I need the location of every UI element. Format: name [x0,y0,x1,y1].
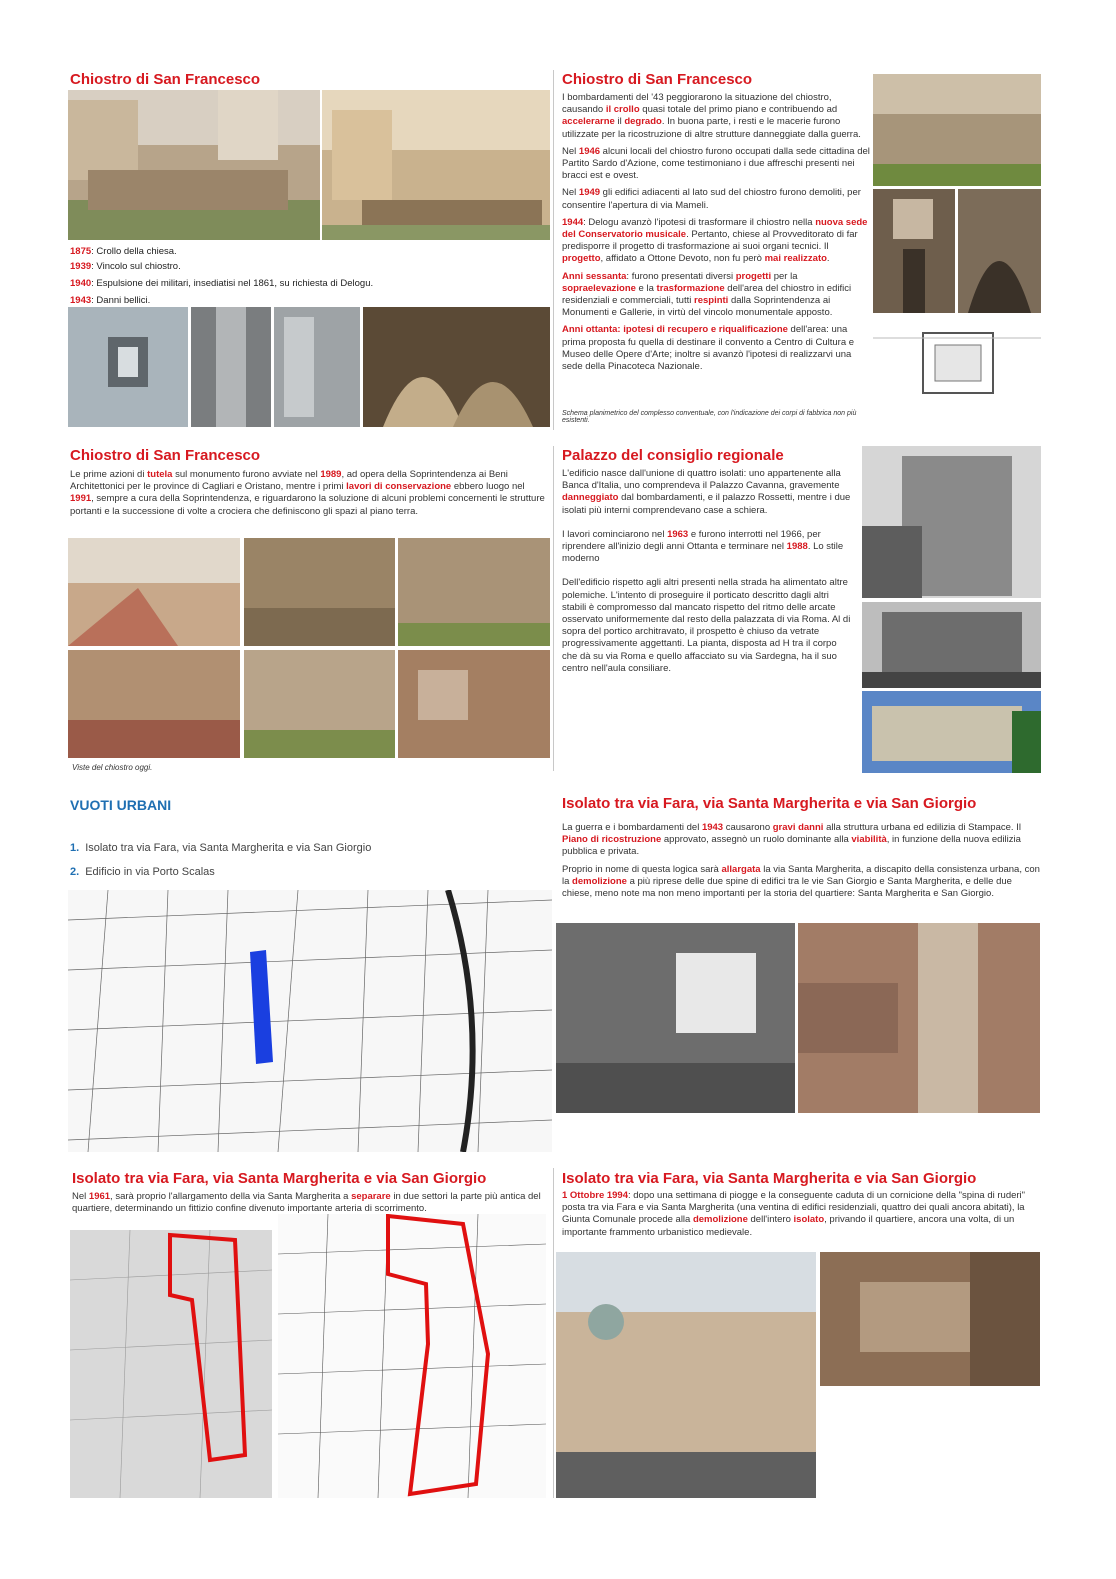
highlight: 1943 [701,822,724,833]
list-item: 1. Isolato tra via Fara, via Santa Margherita e via San Giorgio [70,842,372,854]
historic-photo-2 [191,307,271,427]
text-run: . In buona parte, i resti e le macerie furono utilizzate per la ricostruzione di altre strutture danneggiate dalla guerra. [562,116,861,140]
highlight: demolizione [572,875,627,887]
section4-paragraph-3 [562,577,852,675]
cadastral-map-2 [278,1214,546,1498]
highlight: progetti [735,270,772,282]
section4-title: Palazzo del consiglio regionale [562,447,784,464]
text-run: ebbero luogo nel [451,481,525,493]
text-run: dell'area: una prima proposta fu quella di destinare il convento a Centro di Cultura e Museo delle Opere d'Arte; inoltre si avanzò l'ipotesi di realizzarvi una sede della Pinacoteca Nazionale. [562,324,855,373]
section8-text [562,1190,1040,1244]
historic-photo-3 [274,307,360,427]
text-run: , ad opera della Soprintendenza ai Beni Architettonici per le province di Cagliari e Oristano, mentre i primi [70,469,508,493]
text-run: , affidato a Ottone Devoto, non fu però [600,253,765,265]
highlight: demolizione [692,1214,748,1226]
city-map [68,890,552,1152]
today-photo-6 [398,650,550,758]
text-run: L'edificio nasce dall'unione di quattro isolati: uno appartenente alla Banca d'Italia, uno comprendeva il Palazzo Cavanna, gravemente [562,468,841,492]
text-run: e la [635,282,657,294]
text-run: alcuni locali del chiostro furono occupati dalla sede cittadina del Partito Sardo d'Azione, come testimoniano i due affreschi presenti nei bracci est e ovest. [562,145,870,182]
text-run: dell'area del chiostro in edifici residenziali e commerciali, tutti [562,282,852,307]
palazzo-photo-3 [862,691,1041,773]
text-run: quasi totale del primo piano e contribuendo ad [639,104,838,116]
historic-photo-4 [363,307,550,427]
section3-title: Chiostro di San Francesco [70,447,261,464]
section2-paragraph-2 [562,146,870,183]
section2-paragraph-3 [562,187,870,211]
text-run: dalla Soprintendenza ai Monumenti e Gallerie, in virtù del vincolo monumentale apposto. [562,295,833,319]
highlight: allargata [721,863,761,875]
text-run: Nel [72,1191,89,1202]
text-run: per la [771,270,798,282]
text-run: gli edifici adiacenti al lato sud del chiostro furono demoliti, per consentire l'apertura di via Mameli. [562,187,861,211]
section6-paragraph-1 [562,822,1040,859]
text-run: I lavori cominciarono nel [562,528,668,540]
text-run: . [826,253,830,265]
section3-caption: Viste del chiostro oggi. [72,763,153,772]
timeline [70,244,550,308]
cloister-photo-5 [958,189,1041,313]
highlight: gravi danni [772,822,824,833]
text-run: dal bombardamenti, e il palazzo Rossetti, mentre i due isolati più interni comprendevano case a schiera. [562,492,851,516]
text-run: La guerra e i bombardamenti del [562,822,702,833]
section6-text [562,822,1040,905]
section2-paragraph-1 [562,92,870,141]
cloister-photo-3 [873,74,1041,186]
historic-photo-1 [68,307,188,427]
text-run: : furono presentati diversi [626,270,736,282]
text-run: , sarà proprio l'allargamento della via Santa Margherita a [110,1191,352,1202]
text-run: Nel [562,145,579,157]
section8-paragraph-1 [562,1190,1040,1239]
highlight: Piano di ricostruzione [562,834,662,846]
highlight: il crollo [605,104,640,116]
text-run: Dell'edificio rispetto agli altri presenti nella strada ha alimentato altre polemiche. L'intento di proseguire il porticato descritto dagli altri stabili è compromesso dal mancato rispetto del ritmo delle arcate osservato uniformemente dal resto della palazzata di via Roma. Al di sopra del portico architravato, il prospetto è chiuso da vetrate progressivamente aggettanti. La pianta, disposta ad H tra il corpo che dà su via Roma e quello affacciato su via Sardegna, ha il suo centro nell'aula consiliare. [562,577,851,674]
section2-paragraph-4 [562,217,870,266]
section6-title: Isolato tra via Fara, via Santa Margherita e via San Giorgio [562,795,977,812]
text-run: , privando il quartiere, ancora una volta, di un importante frammento urbanistico medievale. [562,1214,1015,1238]
highlight: 1 Ottobre 1994 [562,1190,628,1201]
highlight: 1961 [88,1191,111,1202]
highlight: progetto [562,253,601,265]
timeline-item-1943: 1943: Danni bellici. [70,295,151,306]
text-run: approvato, assegnò un ruolo dominante alla [661,834,852,846]
highlight: Anni sessanta [562,270,627,282]
highlight: Anni ottanta: ipotesi di recupero e riqualificazione [562,324,788,336]
highlight: respinti [694,295,729,307]
text-run: : dopo una settimana di piogge e la conseguente caduta di un cornicione della "spina di ruderi" posta tra via Fara e via Santa Margherita (una ventina di edifici residenziali, quattro dei quali ancora abitati), la Giunta Comunale procede alla [562,1190,1026,1226]
palazzo-photo-1 [862,446,1041,598]
today-photo-5 [244,650,395,758]
highlight: separare [351,1191,391,1202]
aerial-photo-color [798,923,1040,1113]
highlight: viabilità [851,834,887,846]
text-run: Le prime azioni di [70,469,148,480]
cadastral-map-1 [70,1230,272,1498]
text-run: Nel [562,187,579,199]
text-run: sul monumento furono avviate nel [172,469,321,480]
highlight: danneggiato [562,492,619,504]
text-run: . Lo stile moderno [562,541,844,565]
highlight: 1963 [667,528,689,540]
today-photo-3 [398,538,550,646]
palazzo-photo-2 [862,602,1041,688]
section4-paragraph-2 [562,529,852,566]
highlight: 1989 [320,469,342,480]
section3-paragraph-1 [70,469,548,518]
cloister-photo-2 [322,90,550,240]
section6-paragraph-2 [562,864,1040,901]
text-run: e furono interrotti nel 1966, per riprendere all'inizio degli anni Ottanta e terminare nel [562,528,821,553]
section2-text [562,92,870,378]
highlight: sopraelevazione [562,282,636,294]
city-view-photo [556,1252,816,1498]
aerial-photo-bw [556,923,795,1113]
cloister-plan [873,318,1041,410]
today-photo-2 [244,538,395,646]
highlight: accelerarne [562,116,615,128]
highlight: degrado [624,116,662,128]
text-run: Proprio in nome di questa logica sarà [562,863,722,875]
text-run: I bombardamenti del '43 peggiorarono la situazione del chiostro, causando [562,92,832,116]
section8-title: Isolato tra via Fara, via Santa Margherita e via San Giorgio [562,1170,977,1187]
text-run: il [614,116,625,128]
highlight: 1944 [562,216,584,228]
highlight: mai realizzato [764,253,827,265]
cloister-photo-1 [68,90,320,240]
text-run: . Pertanto, chiese al Provveditorato di far predisporre il progetto di trasformazione ai suoi organi tecnici. Il [562,229,858,253]
section7-title: Isolato tra via Fara, via Santa Margherita e via San Giorgio [72,1170,487,1187]
text-run: la via Santa Margherita, a discapito della consistenza urbana, con la [562,863,1040,887]
text-run: : Delogu avanzò l'ipotesi di trasformare il chiostro nella [583,216,816,228]
today-photo-1 [68,538,240,646]
highlight: tutela [147,469,173,480]
section3-text [70,469,548,523]
section4-paragraph-1 [562,468,852,517]
section2-paragraph-6 [562,324,870,373]
timeline-item-1940: 1940: Espulsione dei militari, insediatisi nel 1861, su richiesta di Delogu. [70,278,374,289]
list-item: 2. Edificio in via Porto Scalas [70,866,215,878]
text-run: , in funzione della nuova edilizia pubblica e privata. [562,834,1021,858]
text-run: alla struttura urbana ed edilizia di Stampace. Il [823,822,1021,833]
highlight: 1949 [578,187,601,199]
highlight: 1991 [70,493,92,505]
text-run: in due settori la parte più antica del quartiere, determinando un fittizio confine divenuto importante arteria di scorrimento. [72,1191,541,1215]
section2-paragraph-5 [562,271,870,320]
timeline-item-1939: 1939: Vincolo sul chiostro. [70,261,181,272]
text-run: dell'intero [747,1214,794,1226]
timeline-item-1875: 1875: Crollo della chiesa. [70,246,177,257]
vuoti-urbani-list [70,842,540,878]
highlight: isolato [793,1214,825,1226]
section2-caption: Schema planimetrico del complesso conventuale, con l'indicazione dei corpi di fabbrica non più esistenti. [562,410,857,424]
section4-text [562,468,852,680]
today-photo-4 [68,650,240,758]
text-run: , sempre a cura della Soprintendenza, e riguardarono la soluzione di alcuni problemi concernenti le strutture portanti e la successione di volte a crociera che definiscono gli spazi al piano terra. [70,493,545,517]
section7-paragraph-1 [72,1191,548,1215]
highlight: 1988 [786,541,808,553]
section1-title: Chiostro di San Francesco [70,71,261,88]
highlight: trasformazione [656,282,725,294]
section5-title: VUOTI URBANI [70,797,172,813]
highlight: 1946 [578,145,601,157]
cloister-photo-4 [873,189,955,313]
section2-title: Chiostro di San Francesco [562,71,753,88]
text-run: a più riprese delle due spine di edifici tra le vie San Giorgio e Santa Margherita, e delle due chiese, meno note ma non meno importanti per la storia del quartiere: Santa Margherita e San Giorgio. [562,875,1012,900]
demolition-photo [820,1252,1040,1386]
highlight: lavori di conservazione [346,481,452,493]
text-run: causarono [723,822,773,833]
highlight: nuova sede del Conservatorio musicale [562,216,868,241]
